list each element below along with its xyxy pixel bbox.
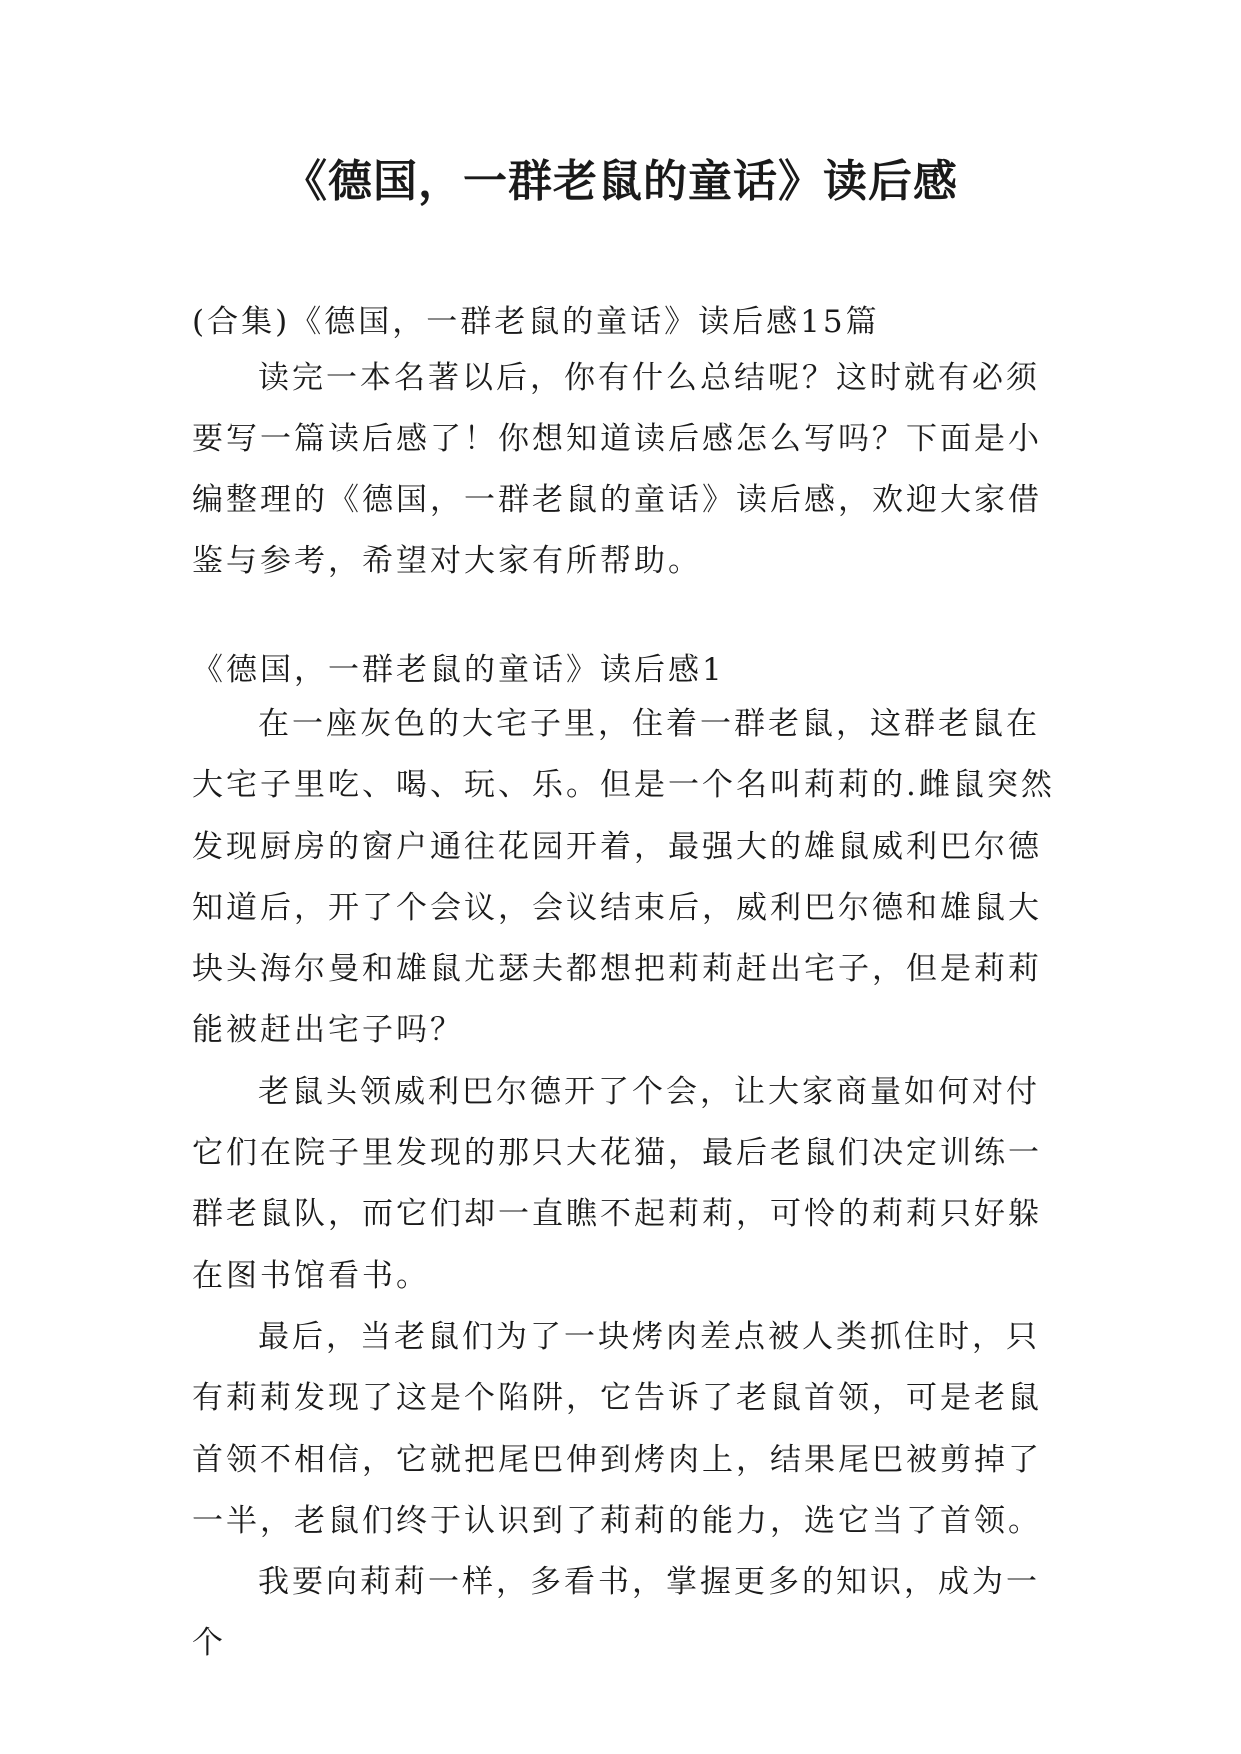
- intro-paragraph: 读完一本名著以后，你有什么总结呢？这时就有必须要写一篇读后感了！你想知道读后感怎么写吗？下面是小编整理的《德国，一群老鼠的童话》读后感，欢迎大家借鉴与参考，希望对大家有所帮助。: [192, 360, 1042, 579]
- body-paragraph: 在一座灰色的大宅子里，住着一群老鼠，这群老鼠在大宅子里吃、喝、玩、乐。但是一个名叫莉莉的.雌鼠突然发现厨房的窗户通往花园开着，最强大的雄鼠威利巴尔德知道后，开了个会议，会议结束后，威利巴尔德和雄鼠大块头海尔曼和雄鼠尤瑟夫都想把莉莉赶出宅子，但是莉莉能被赶出宅子吗？: [192, 706, 1055, 1049]
- section-body: [192, 694, 1072, 1675]
- body-paragraph: 最后，当老鼠们为了一块烤肉差点被人类抓住时，只有莉莉发现了这是个陷阱，它告诉了老鼠首领，可是老鼠首领不相信，它就把尾巴伸到烤肉上，结果尾巴被剪掉了一半，老鼠们终于认识到了莉莉的能力，选它当了首领。: [192, 1318, 1042, 1539]
- document-title: 《德国，一群老鼠的童话》读后感: [283, 156, 958, 207]
- document-subtitle: (合集)《德国，一群老鼠的童话》读后感15篇: [192, 304, 880, 340]
- section-heading: 《德国，一群老鼠的童话》读后感1: [192, 652, 725, 688]
- body-paragraph: 我要向莉莉一样，多看书，掌握更多的知识，成为一个: [192, 1564, 1040, 1662]
- body-paragraph: 老鼠头领威利巴尔德开了个会，让大家商量如何对付它们在院子里发现的那只大花猫，最后老鼠们决定训练一群老鼠队，而它们却一直瞧不起莉莉，可怜的莉莉只好躲在图书馆看书。: [192, 1073, 1042, 1294]
